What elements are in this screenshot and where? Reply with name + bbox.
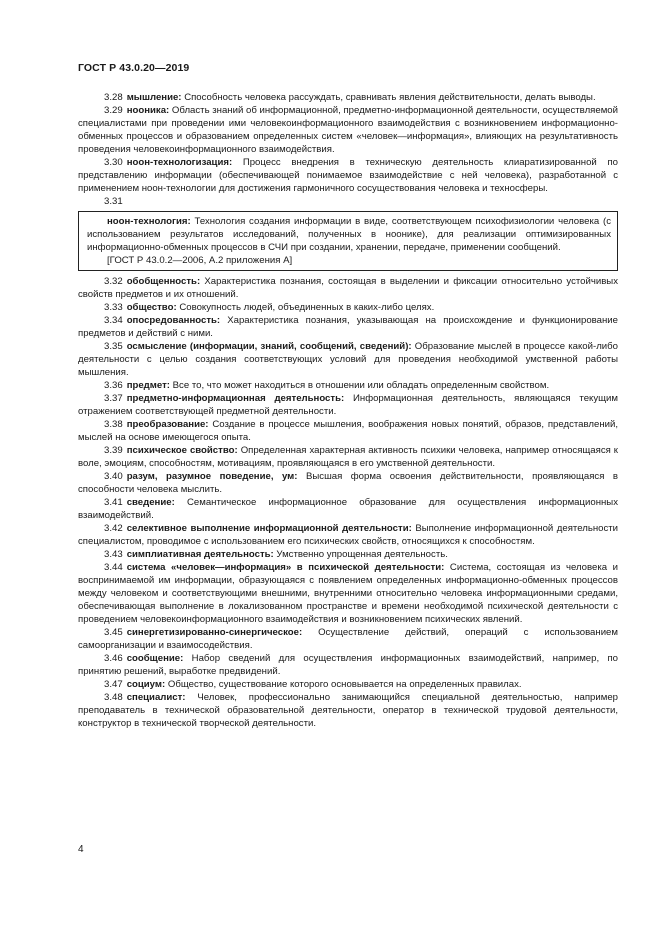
definition-text: Процесс внедрения в техническую деятельность клиаратизированной по представлению информации (обеспечивающей понимаемое взаимодействие с ней человека), разработанной с применением ноон-технологии для достижения гармоничного сосуществования человека и техносферы. (78, 157, 618, 194)
entries-section-b (78, 275, 618, 730)
entry-number: 3.41 (104, 497, 123, 508)
definition-text: Семантическое информационное образование для осуществления информационных взаимодействий. (78, 497, 618, 521)
boxed-definition-text (87, 215, 611, 254)
definition-text: Способность человека рассуждать, сравнивать явления действительности, делать выводы. (184, 92, 596, 103)
definition-text: Характеристика познания, состоящая в выделении и фиксации относительно устойчивых свойств предметов и их отношений. (78, 276, 618, 300)
entry-number: 3.48 (104, 692, 123, 703)
definition-term: предметно-информационная деятельность: (126, 393, 345, 404)
definition-entry (78, 418, 618, 444)
definition-term: симплиативная деятельность: (126, 549, 274, 560)
definition-text: Информационная деятельность, являющаяся текущим отражением соответствующей предметной деятельности. (78, 393, 618, 417)
definition-text: Высшая форма освоения действительности, проявляющаяся в способности человека мыслить. (78, 471, 618, 495)
entry-number: 3.40 (104, 471, 123, 482)
definition-entry (78, 91, 618, 104)
entry-number: 3.46 (104, 653, 123, 664)
definition-term: осмысление (информации, знаний, сообщений, сведений): (126, 341, 412, 352)
definition-entry (78, 379, 618, 392)
definition-text: Все то, что может находиться в отношении или обладать определенным свойством. (172, 380, 550, 391)
definition-text: Набор сведений для осуществления информационных взаимодействий, например, по принятию решений, выработке предвидений. (78, 653, 618, 677)
definition-term: преобразование: (126, 419, 209, 430)
document-body (78, 91, 618, 730)
definition-term: психическое свойство: (126, 445, 238, 456)
definition-entry (78, 626, 618, 652)
entry-number: 3.28 (104, 92, 123, 103)
page-header: ГОСТ Р 43.0.20—2019 (78, 62, 190, 74)
entry-number: 3.33 (104, 302, 123, 313)
definition-entry (78, 548, 618, 561)
definition-term: нооника: (126, 105, 170, 116)
entry-number: 3.32 (104, 276, 123, 287)
definition-term: общество: (126, 302, 177, 313)
definition-term: ноон-технология: (107, 216, 191, 227)
definition-term: предмет: (126, 380, 170, 391)
entry-number: 3.44 (104, 562, 123, 573)
definition-text: Создание в процессе мышления, воображения новых понятий, образов, представлений, мыслей на основе имеющегося опыта. (78, 419, 618, 443)
entry-number: 3.42 (104, 523, 123, 534)
definition-text: Умственно упрощенная деятельность. (276, 549, 448, 560)
entry-number: 3.45 (104, 627, 123, 638)
definition-entry (78, 301, 618, 314)
entry-number: 3.38 (104, 419, 123, 430)
definition-entry (78, 314, 618, 340)
definition-text: Общество, существование которого основывается на определенных правилах. (167, 679, 522, 690)
entry-number: 3.43 (104, 549, 123, 560)
entry-number: 3.39 (104, 445, 123, 456)
definition-text: Осуществление действий, операций с использованием самоорганизации и взаимосодействия. (78, 627, 618, 651)
definition-entry (78, 340, 618, 379)
definition-term: ноон-технологизация: (126, 157, 233, 168)
definition-entry (78, 678, 618, 691)
definition-term: селективное выполнение информационной деятельности: (126, 523, 412, 534)
definition-term: синергетизированно-синергическое: (126, 627, 303, 638)
entry-number: 3.37 (104, 393, 123, 404)
definition-term: социум: (126, 679, 166, 690)
definition-entry (78, 561, 618, 626)
entry-number: 3.29 (104, 105, 123, 116)
definition-entry (78, 652, 618, 678)
definition-entry (78, 275, 618, 301)
definition-entry (78, 522, 618, 548)
page-number: 4 (78, 844, 84, 855)
definition-term: специалист: (126, 692, 186, 703)
definition-entry (78, 392, 618, 418)
definition-term: сообщение: (126, 653, 184, 664)
definition-entry (78, 104, 618, 156)
definition-term: опосредованность: (126, 315, 221, 326)
definition-reference: [ГОСТ Р 43.0.2—2006, А.2 приложения А] (107, 255, 293, 266)
boxed-entry-number: 3.31 (104, 196, 123, 207)
definition-term: сведение: (126, 497, 175, 508)
definition-entry (78, 444, 618, 470)
definition-entry (78, 470, 618, 496)
boxed-definition (78, 211, 618, 271)
definition-text: Характеристика познания, указывающая на происхождение и функционирование предметов и действий с ними. (78, 315, 618, 339)
definition-text: Область знаний об информационной, предметно-информационной деятельности, осуществляемой специалистами при проведении ими человекоинформационного взаимодействия с возникновением информационно-обменных процессов и образованием определенных систем «человек—информация», влияющих на результативность проведения человекоинформационного взаимодействия. (78, 105, 618, 155)
definition-text: Выполнение информационной деятельности специалистом, проводимое с использованием его психических свойств, относящихся к способностям. (78, 523, 619, 547)
entry-number: 3.36 (104, 380, 123, 391)
definition-term: мышление: (126, 92, 182, 103)
definition-text: Человек, профессионально занимающийся специальной деятельностью, например преподаватель в технической образовательной деятельности, оператор в технической трудовой деятельности, конструктор в технической творческой деятельности. (78, 692, 618, 729)
definition-entry (78, 156, 618, 195)
definition-entry (78, 496, 618, 522)
definition-term: обобщенность: (126, 276, 201, 287)
definition-text: Совокупность людей, объединенных в каких-либо целях. (179, 302, 435, 313)
entry-number: 3.47 (104, 679, 123, 690)
definition-text: Система, состоящая из человека и воспринимаемой им информации, образующаяся с появлением определенных информационно-обменных процессов между человеком и соответствующими внешними, внутренними относительно человека информационными средами, обеспечивающая выполнение в локализованном пространстве и времени необходимой психической деятельности с проведением человекоинформационного взаимодействия и возникновением психических явлений. (78, 562, 619, 625)
definition-text: Образование мыслей в процессе какой-либо деятельности с целью создания соответствующих условий для проведения необходимой умственной работы мышления. (78, 341, 618, 378)
definition-text: Определенная характерная активность психики человека, например относящаяся к воле, эмоциям, способностям, мотивациям, проявляющаяся в его умственной деятельности. (78, 445, 619, 469)
definition-term: система «человек—информация» в психической деятельности: (126, 562, 445, 573)
entry-number: 3.35 (104, 341, 123, 352)
entries-section-a (78, 91, 618, 195)
definition-text: Технология создания информации в виде, соответствующем психофизиологии человека (с использованием результатов исследований, полученных в ноонике), для реализации оптимизированных информационно-обменных процессов в СЧИ при создании, хранении, передаче, применении сообщений. (87, 216, 611, 253)
entry-number: 3.34 (104, 315, 123, 326)
entry-number: 3.30 (104, 157, 123, 168)
definition-entry (78, 691, 618, 730)
definition-term: разум, разумное поведение, ум: (126, 471, 298, 482)
